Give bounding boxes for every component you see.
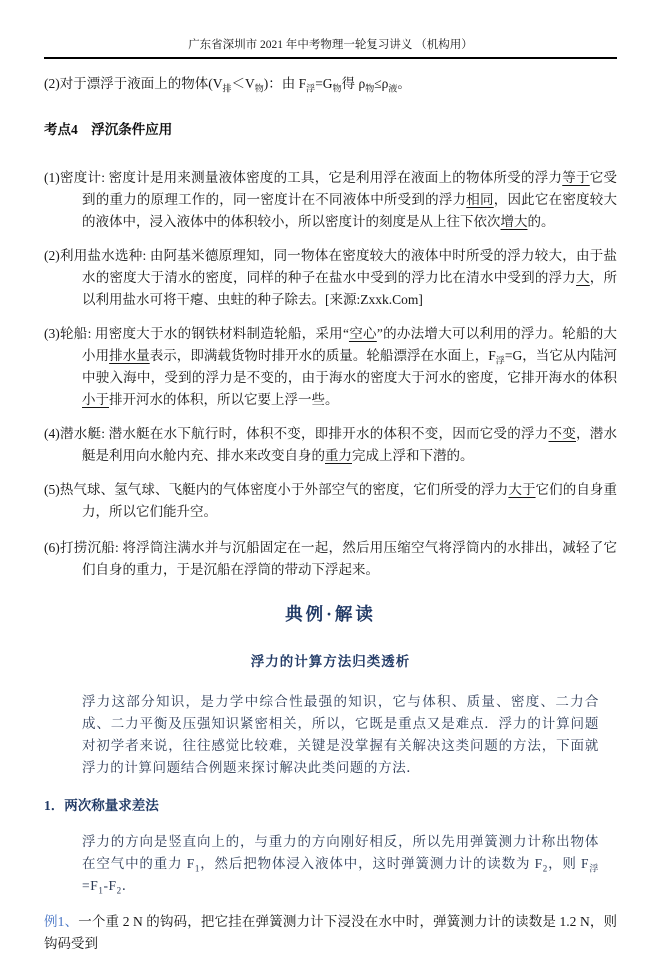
formula-floating-line-text: 浮 (306, 83, 316, 94)
example-1 (44, 911, 617, 955)
item-densimeter (44, 167, 617, 233)
item-densimeter-text: 它受到的重力的原理工作的，同一密度计在不同液体中所受到的浮力 (82, 170, 617, 207)
formula-floating-line-text: ＜V (231, 76, 255, 91)
item-densimeter-text: 增大 (500, 214, 528, 229)
formula-floating-line-text: 物 (332, 83, 342, 94)
item-ship (44, 323, 617, 411)
formula-floating-line-text: 物 (254, 83, 264, 94)
item-ship-text: 小于 (82, 392, 109, 407)
method-1-paragraph-text: 1 (194, 863, 200, 874)
method-1-heading (44, 795, 617, 817)
item-salvage (44, 537, 617, 581)
item-balloon-text: (5)热气球、氢气球、飞艇内的气体密度小于外部空气的密度，它们所受的浮力 (44, 482, 509, 497)
method-1-paragraph-text: 1 (98, 885, 104, 896)
item-saltwater-seed (44, 245, 617, 311)
header-title: 广东省深圳市 2021 年中考物理一轮复习讲义 （机构用） (188, 39, 473, 51)
method-1-paragraph-text: -F (103, 878, 117, 893)
method-1-heading-text: 1．两次称量求差法 (44, 798, 159, 813)
item-densimeter-text: 的。 (527, 214, 555, 229)
document-header (44, 0, 617, 59)
item-ship-text: 排开河水的体积，所以它要上浮一些。 (109, 392, 339, 407)
item-ship-text: ”的办法增大可以利用的浮力。轮船的大小用 (82, 326, 618, 363)
method-1-paragraph-text: ，然后把物体浸入液体中，这时弹簧测力计的读数为 F (199, 856, 543, 871)
method-subtitle-text: 浮力的计算方法归类透析 (250, 654, 411, 669)
method-1-paragraph-text: 2 (542, 863, 548, 874)
example-1-text: 例1、 (44, 914, 79, 929)
formula-floating-line-text: 得 ρ (341, 76, 366, 91)
item-saltwater-seed-text: 大 (576, 270, 590, 285)
method-1-paragraph-text: ． (121, 878, 136, 893)
item-submarine-text: 完成上浮和下潜的。 (352, 448, 474, 463)
item-ship-text: (3)轮船: 用密度大于水的钢铁材料制造轮船，采用“ (44, 326, 349, 341)
formula-floating-line-text: (2)对于漂浮于液面上的物体(V (44, 76, 223, 91)
example-section-title (44, 601, 617, 627)
section-heading-kaodian4 (44, 119, 617, 141)
item-salvage-text: (6)打捞沉船: 将浮筒注满水并与沉船固定在一起，然后用压缩空气将浮筒内的水排出，减轻了它们自身的重力，于是沉船在浮筒的带动下浮起来。 (44, 540, 617, 577)
formula-floating-line-text: )：由 F (263, 76, 307, 91)
method-intro-paragraph-text: 浮力这部分知识，是力学中综合性最强的知识，它与体积、质量、密度、二力合成、二力平衡及压强知识紧密相关，所以，它既是重点又是难点．浮力的计算问题对初学者来说，往往感觉比较难，关键是没掌握有关解决这类问题的方法，下面就浮力的计算问题结合例题来探讨解决此类问题的方法． (82, 694, 599, 775)
document-body (0, 73, 661, 955)
method-subtitle (44, 651, 617, 673)
item-ship-text: 浮 (495, 355, 505, 366)
item-submarine-text: 不变 (548, 426, 577, 441)
item-densimeter-text: (1)密度计: 密度计是用来测量液体密度的工具，它是利用浮在液面上的物体所受的浮力 (44, 170, 563, 185)
item-balloon-text: 大于 (508, 482, 536, 497)
method-intro-paragraph (82, 691, 599, 779)
item-submarine-text: 重力 (325, 448, 352, 463)
formula-floating-line-text: ≤ρ (374, 76, 389, 91)
method-1-paragraph (82, 831, 599, 897)
method-1-paragraph-text: =F (82, 878, 99, 893)
item-saltwater-seed-text: (2)利用盐水选种: 由阿基米德原理知，同一物体在密度较大的液体中时所受的浮力较大，由于盐水的密度大于清水的密度，同样的种子在盐水中受到的浮力比在清水中受到的浮力 (44, 248, 617, 285)
example-section-title-text: 典例·解读 (285, 604, 376, 624)
formula-floating-line-text: 排 (222, 83, 232, 94)
item-balloon-text: 它们的自身重力，所以它们能升空。 (82, 482, 618, 519)
section-heading-kaodian4-text: 考点4 浮沉条件应用 (44, 122, 173, 137)
item-ship-text: =G，当它从内陆河中驶入海中，受到的浮力是不变的，由于海水的密度大于河水的密度，它排开海水的体积 (82, 348, 617, 385)
item-ship-text: 表示，即满载货物时排开水的质量。轮船漂浮在水面上，F (149, 348, 496, 363)
example-1-text: 一个重 2 N 的钩码，把它挂在弹簧测力计下浸没在水中时，弹簧测力计的读数是 1.2 N，则钩码受到 (44, 914, 618, 951)
formula-floating-line-text: 。 (397, 76, 411, 91)
item-submarine (44, 423, 617, 467)
item-ship-text: 空心 (348, 326, 377, 341)
item-densimeter-text: 等于 (562, 170, 590, 185)
formula-floating-line-text: 物 (365, 83, 375, 94)
method-1-paragraph-text: 浮力的方向是竖直向上的，与重力的方向刚好相反，所以先用弹簧测力计称出物体在空气中的重力 F (82, 834, 599, 871)
method-1-paragraph-text: 浮 (589, 863, 599, 874)
item-ship-text: 排水量 (109, 348, 150, 363)
formula-floating-line (44, 73, 617, 95)
formula-floating-line-text: =G (315, 76, 333, 91)
item-densimeter-text: ，因此它在密度较大的液体中，浸入液体中的体积较小，所以密度计的刻度是从上往下依次 (82, 192, 618, 229)
method-1-paragraph-text: 2 (116, 885, 122, 896)
item-saltwater-seed-text: ，所以利用盐水可将干瘪、虫蛀的种子除去。[来源:Zxxk.Com] (82, 270, 618, 307)
method-1-paragraph-text: ，则 F (547, 856, 590, 871)
item-balloon (44, 479, 617, 523)
item-submarine-text: (4)潜水艇: 潜水艇在水下航行时，体积不变，即排开水的体积不变，因而它受的浮力 (44, 426, 549, 441)
formula-floating-line-text: 液 (388, 83, 398, 94)
item-densimeter-text: 相同 (466, 192, 494, 207)
item-submarine-text: ，潜水艇是利用向水舱内充、排水来改变自身的 (82, 426, 618, 463)
